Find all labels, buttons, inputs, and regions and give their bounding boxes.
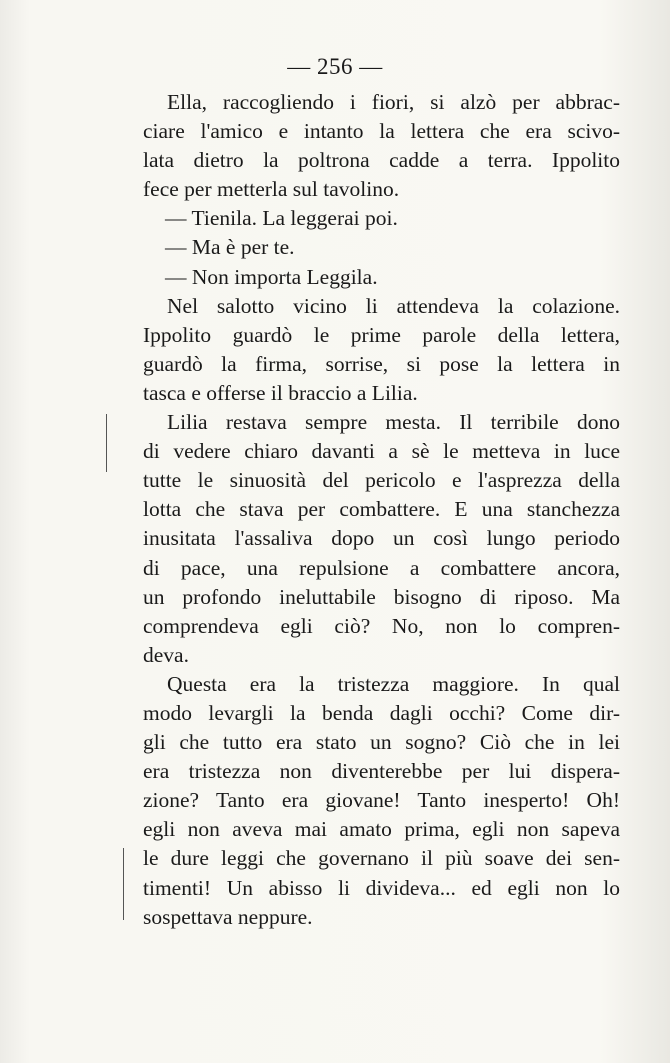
text-line: timenti! Un abisso li divideva... ed egli non lo [143, 875, 620, 900]
text-line: di vedere chiaro davanti a sè le metteva in luce [143, 439, 620, 464]
text-line: zione? Tanto era giovane! Tanto inesperto! Oh! [143, 788, 620, 813]
text-line: gli che tutto era stato un sogno? Ciò che in lei [143, 730, 620, 755]
text-line: Questa era la tristezza maggiore. In qual [167, 671, 620, 696]
text-line: lata dietro la poltrona cadde a terra. Ippolito [143, 148, 620, 173]
text-line: tutte le sinuosità del pericolo e l'asprezza della [143, 468, 620, 493]
text-line: le dure leggi che governano il più soave dei sen- [143, 846, 620, 871]
text-line: Lilia restava sempre mesta. Il terribile dono [167, 410, 620, 435]
text-line: Ella, raccogliendo i fiori, si alzò per abbrac- [167, 90, 620, 114]
margin-mark [106, 414, 107, 472]
text-line: fece per metterla sul tavolino. [143, 177, 400, 202]
text-line: ciare l'amico e intanto la lettera che era scivo- [143, 119, 620, 144]
text-line: egli non aveva mai amato prima, egli non sapeva [143, 817, 620, 842]
text-line: guardò la firma, sorrise, si pose la lettera in [143, 351, 620, 376]
text-line: comprendeva egli ciò? No, non lo compren- [143, 613, 620, 638]
text-line: tasca e offerse il braccio a Lilia. [143, 380, 418, 405]
text-line: Ippolito guardò le prime parole della lettera, [143, 322, 620, 347]
text-line: sospettava neppure. [143, 904, 313, 929]
text-line: deva. [143, 642, 189, 667]
text-line: Nel salotto vicino li attendeva la colazione. [167, 293, 620, 318]
text-line: un profondo ineluttabile bisogno di riposo. Ma [143, 584, 620, 609]
text-line: inusitata l'assaliva dopo un così lungo periodo [143, 526, 620, 551]
text-line: era tristezza non diventerebbe per lui dispera- [143, 759, 620, 784]
margin-mark [123, 848, 124, 920]
page-number: — 256 — [287, 54, 383, 79]
body-text [143, 88, 620, 932]
text-line: — Ma è per te. [165, 235, 295, 260]
text-line: lotta che stava per combattere. E una stanchezza [143, 497, 620, 522]
text-line: — Tienila. La leggerai poi. [165, 206, 398, 231]
text-line: — Non importa Leggila. [165, 264, 378, 289]
text-line: modo levargli la benda dagli occhi? Come dir- [143, 700, 620, 725]
text-line: di pace, una repulsione a combattere ancora, [143, 555, 620, 580]
